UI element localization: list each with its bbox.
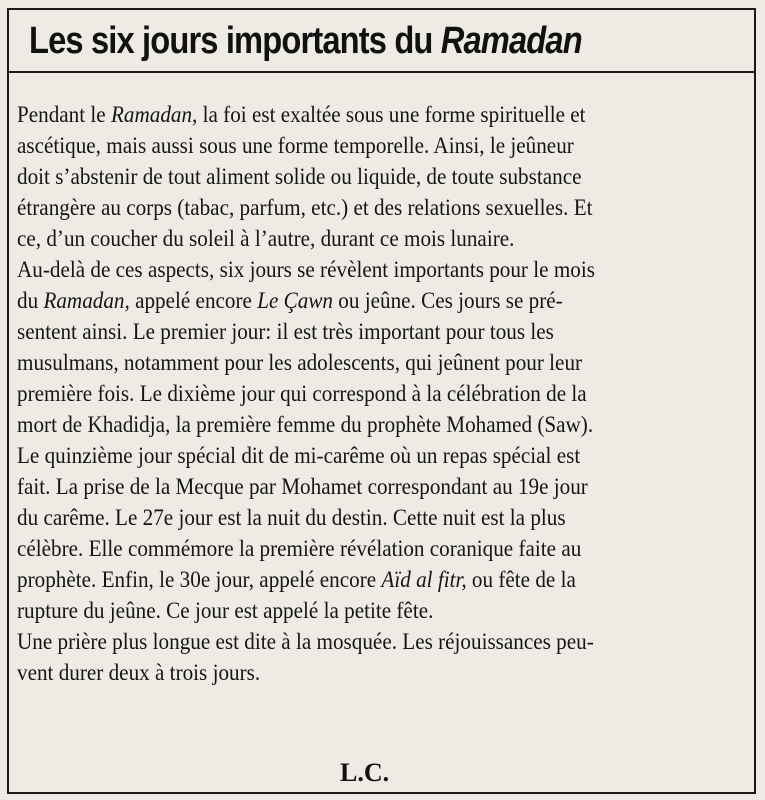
body-line-11: mort de Khadidja, la première femme du prophète Mohamed (Saw). (17, 412, 594, 438)
body-line-6: Au-delà de ces aspects, six jours se révèlent importants pour le mois (17, 257, 595, 283)
title-emphasis: Ramadan (440, 20, 582, 62)
body-line-3: doit s’abstenir de tout aliment solide ou liquide, de toute substance (17, 164, 582, 190)
body-line-12: Le quinzième jour spécial dit de mi-carême où un repas spécial est (17, 443, 581, 469)
body-line-8: sentent ainsi. Le premier jour: il est très important pour tous les (17, 319, 554, 345)
body-line-19: vent durer deux à trois jours. (17, 660, 261, 686)
article-body (17, 100, 752, 689)
body-line-2: ascétique, mais aussi sous une forme temporelle. Ainsi, le jeûneur (17, 133, 574, 159)
body-line-10: première fois. Le dixième jour qui correspond à la célébration de la (17, 381, 587, 407)
body-line-4: étrangère au corps (tabac, parfum, etc.) et des relations sexuelles. Et (17, 195, 593, 221)
body-line-18: Une prière plus longue est dite à la mosquée. Les réjouissances peu- (17, 629, 594, 655)
body-line-17: rupture du jeûne. Ce jour est appelé la petite fête. (17, 598, 434, 624)
author-signature: L.C. (340, 758, 390, 787)
title-banner (7, 8, 756, 73)
body-line-9: musulmans, notamment pour les adolescents, qui jeûnent pour leur (17, 350, 583, 376)
body-line-5: ce, d’un coucher du soleil à l’autre, durant ce mois lunaire. (17, 226, 515, 252)
article-title (29, 20, 582, 63)
body-line-16: prophète. Enfin, le 30e jour, appelé encore Aïd al fitr, ou fête de la (17, 567, 576, 593)
body-line-7: du Ramadan, appelé encore Le Çawn ou jeûne. Ces jours se pré- (17, 288, 563, 314)
body-line-13: fait. La prise de la Mecque par Mohamet correspondant au 19e jour (17, 474, 588, 500)
body-line-1: Pendant le Ramadan, la foi est exaltée sous une forme spirituelle et (17, 102, 586, 128)
body-line-15: célèbre. Elle commémore la première révélation coranique faite au (17, 536, 582, 562)
body-line-14: du carême. Le 27e jour est la nuit du destin. Cette nuit est la plus (17, 505, 566, 531)
title-text: Les six jours importants du (29, 20, 441, 62)
